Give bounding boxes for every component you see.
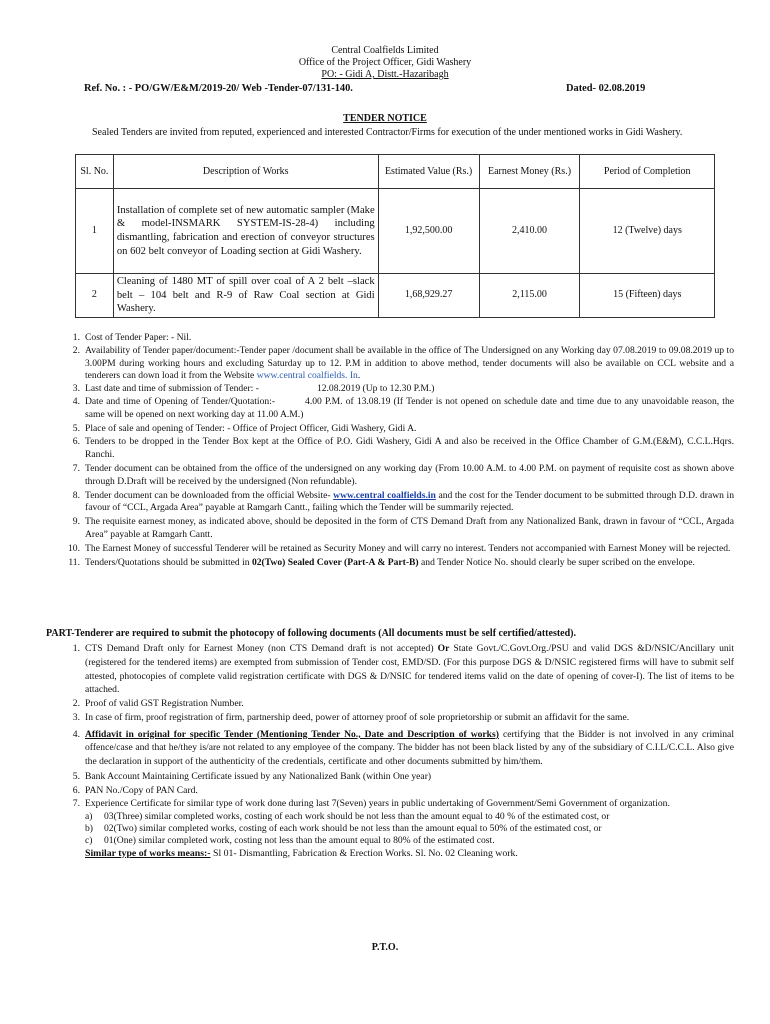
list-item: 3. In case of firm, proof registration of firm, partnership deed, power of attorney proof of sole proprietorship or submit an affidavit for the same.	[72, 711, 630, 723]
row-earnest-money: 2,115.00	[479, 274, 580, 318]
company-name: Central Coalfields Limited	[331, 45, 439, 56]
notice-title: TENDER NOTICE	[343, 113, 427, 124]
office-name: Office of the Project Officer, Gidi Washery	[298, 57, 472, 68]
row-period: 15 (Fifteen) days	[580, 274, 715, 318]
documents-list	[58, 642, 734, 860]
list-item: 9. The requisite earnest money, as indicated above, should be deposited in the form of CTS Demand Draft from any Nationalized Bank, drawn in favour of “CCL, Argada Area” payable at Ramgarh Cantt.	[72, 516, 734, 540]
list-item: 4. Date and time of Opening of Tender/Quotation:- 4.00 P.M. of 13.08.19 (If Tender is not opened on schedule date and time due to any unavoidable reason, the same will be opened on next working day at 11.00 A.M.)	[72, 395, 734, 420]
list-item: 1. Cost of Tender Paper: - Nil.	[72, 332, 192, 343]
list-item: 2. Availability of Tender paper/document:-Tender paper /document shall be available in the office of The Undersigned on any Working day 07.08.2019 to 09.08.2019 up to 3.00PM during working hours and excluding Saturday up to 12. P.M in addition to above method, tender documents will also be available on CCL website and a tenderers can down load it from the Website www.central coalfields. In.	[72, 344, 734, 382]
table-row	[76, 189, 715, 274]
office-address: PO: - Gidi A, Distt.-Hazaribagh	[321, 69, 449, 80]
sub-item: a) 03(Three) similar completed works, costing of each work should be not less than the amount equal to 40 % of the estimated cost, or	[85, 810, 610, 822]
part-heading: PART-Tenderer are required to submit the photocopy of following documents (All documents must be self certified/attested).	[46, 628, 576, 639]
list-item: 7. Tender document can be obtained from the office of the undersigned on any working day (From 10.00 A.M. to 4.00 P.M. on payment of requisite cost as shown above through D.Draft will be received by the undersigned (Non refundable).	[72, 462, 734, 487]
list-item: 4. Affidavit in original for specific Tender (Mentioning Tender No., Date and Description of works) certifying that the Bidder is not involved in any criminal offence/case and that he/they is/are not related to any employee of the company. The bidder has not been black listed by any of the subsidiary of C.I.L/C.C.L. Also give the declaration in support of the authenticity of the credentials, certificate and other documents submitted by him/them.	[72, 728, 734, 767]
col-earnest-money: Earnest Money (Rs.)	[479, 155, 580, 189]
dated: Dated- 02.08.2019	[566, 83, 646, 94]
list-item: 6. PAN No./Copy of PAN Card.	[72, 785, 198, 797]
list-item: 7. Experience Certificate for similar type of work done during last 7(Seven) years in public undertaking of Government/Semi Government of organization.	[72, 798, 670, 810]
list-item: 5. Bank Account Maintaining Certificate issued by any Nationalized Bank (within One year)	[72, 770, 432, 782]
list-item: 11. Tenders/Quotations should be submitted in 02(Two) Sealed Cover (Part-A & Part-B) and Tender Notice No. should clearly be super scribed on the envelope.	[68, 556, 695, 568]
reference-number: Ref. No. : - PO/GW/E&M/2019-20/ Web -Tender-07/131-140.	[84, 83, 353, 94]
similar-works-note: Similar type of works means:- Sl 01- Dismantling, Fabrication & Erection Works. Sl. No. 02 Cleaning work.	[85, 847, 518, 859]
table-header-row	[76, 155, 715, 189]
ccl-website-link[interactable]: www.central coalfields. In	[256, 370, 358, 382]
sub-item: b) 02(Two) similar completed works, costing of each work should be not less than the amount equal to 50% of the estimated cost, or	[85, 823, 602, 835]
terms-list	[58, 332, 734, 569]
list-item: 8. Tender document can be downloaded from the official Website- www.central coalfields.in and the cost for the Tender document to be submitted through D.D. drawn in favour of “CCL, Argada Area” payable at Ramgarh Cantt., failing which the Tender will be summarily rejected.	[72, 489, 734, 514]
table-row	[76, 274, 715, 318]
list-item: 2. Proof of valid GST Registration Number.	[72, 698, 244, 710]
col-period: Period of Completion	[580, 155, 715, 189]
list-item: 6. Tenders to be dropped in the Tender Box kept at the Office of P.O. Gidi Washery, Gidi A and also be received in the Office Chamber of G.M.(E&M), C.C.L.Hqrs. Ranchi.	[72, 436, 734, 461]
pto-label: P.T.O.	[371, 942, 399, 953]
sub-list	[58, 811, 734, 860]
sub-item: c) 01(One) similar completed work, costing not less than the amount equal to 80% of the estimated cost.	[85, 835, 495, 847]
row-description: Cleaning of 1480 MT of spill over coal of A 2 belt –slack belt – 104 belt and R-9 of Raw Coal section at Gidi Washery.	[113, 274, 378, 318]
official-website-link[interactable]: www.central coalfields.in	[333, 489, 436, 501]
row-period: 12 (Twelve) days	[580, 189, 715, 274]
col-sl-no: Sl. No.	[76, 155, 114, 189]
col-estimated-value: Estimated Value (Rs.)	[378, 155, 479, 189]
col-description: Description of Works	[113, 155, 378, 189]
row-estimated-value: 1,68,929.27	[378, 274, 479, 318]
row-description: Installation of complete set of new automatic sampler (Make & model-INSMARK SYSTEM-IS-28-4) including dismantling, fabrication and erection of conveyor structures on 602 belt conveyor of Loading section at Gidi Washery.	[113, 189, 378, 274]
list-item: 5. Place of sale and opening of Tender: - Office of Project Officer, Gidi Washery, Gidi A.	[72, 422, 417, 434]
tender-table	[75, 154, 715, 318]
row-sl: 2	[76, 274, 114, 318]
row-sl: 1	[76, 189, 114, 274]
list-item: 10. The Earnest Money of successful Tenderer will be retained as Security Money and will carry no interest. Tenders not accompanied with Earnest Money will be rejected.	[68, 542, 731, 554]
list-item: 3. Last date and time of submission of Tender: - 12.08.2019 (Up to 12.30 P.M.)	[72, 383, 435, 395]
row-earnest-money: 2,410.00	[479, 189, 580, 274]
row-estimated-value: 1,92,500.00	[378, 189, 479, 274]
list-item: 1. CTS Demand Draft only for Earnest Money (non CTS Demand draft is not accepted) Or State Govt./C.Govt.Org./PSU and valid DGS &D/NSIC/Ancillary unit (registered for the tendered items) are exempted from submission of Tender cost, EMD/SD. (For this purpose DGS & D/NSIC registered firms will have to submit self attested, photocopies of complete valid registration certificate with DGS & D/NSIC for tendered items valid on the date of opening of cover-I). The list of items to be attached.	[72, 643, 734, 696]
notice-intro: Sealed Tenders are invited from reputed, experienced and interested Contractor/Firms for execution of the under mentioned works in Gidi Washery.	[92, 127, 683, 138]
